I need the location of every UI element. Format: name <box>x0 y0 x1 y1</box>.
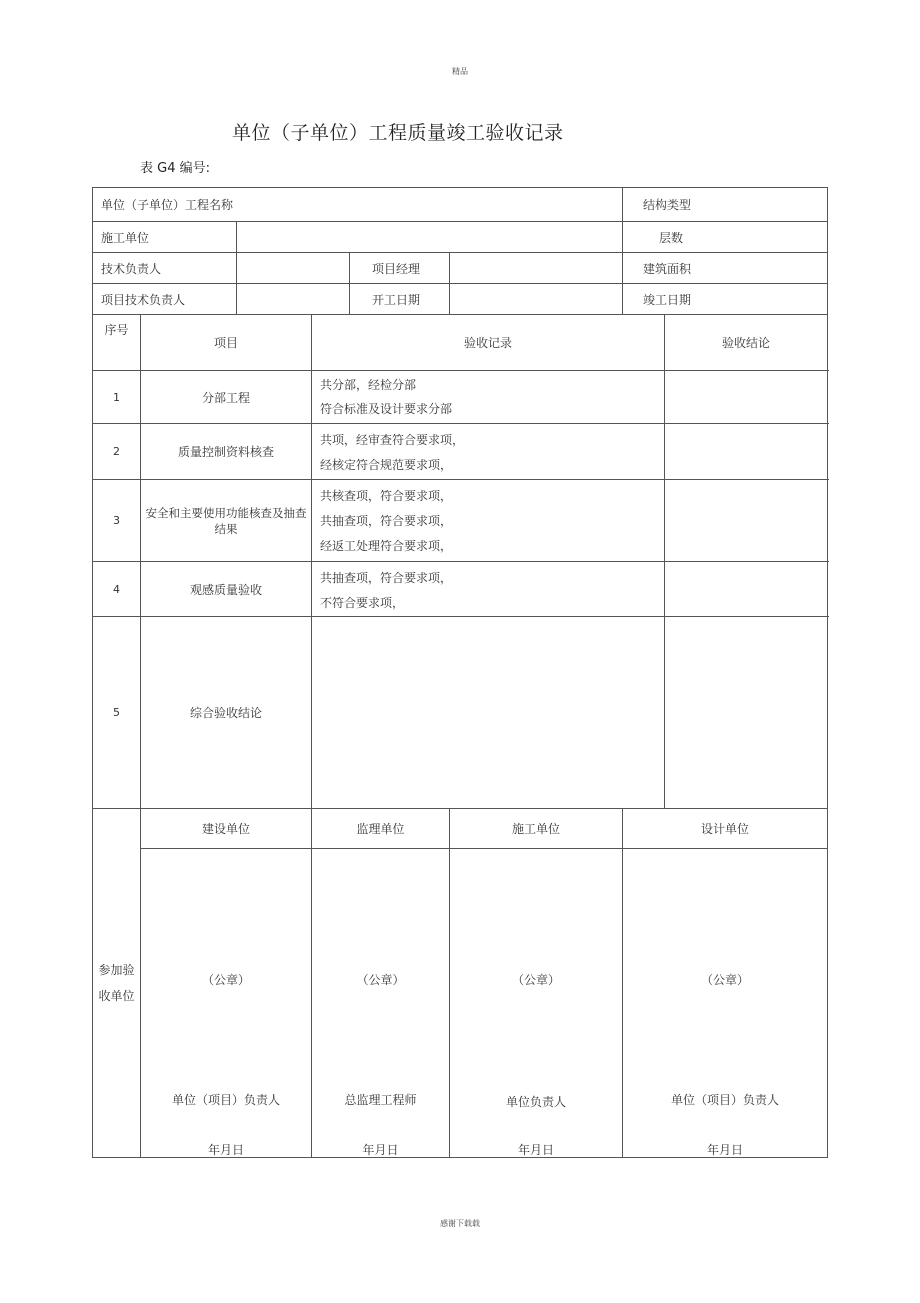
party-cell-contractor[interactable] <box>450 849 623 1158</box>
info-row-project <box>93 188 828 222</box>
record-line: 共核查项，符合要求项， <box>320 489 453 503</box>
record-line: 共分部，经检分部 <box>320 378 417 392</box>
seal-placeholder: （公章） <box>512 973 561 987</box>
party-name-owner: 建设单位 <box>141 809 312 849</box>
info-row-tech <box>93 253 828 284</box>
row-conclusion[interactable] <box>665 480 828 562</box>
project-manager-value[interactable] <box>450 253 623 284</box>
record-line: 共抽查项，符合要求项， <box>320 514 453 528</box>
party-cell-owner[interactable] <box>141 849 312 1158</box>
row-conclusion[interactable] <box>665 371 828 424</box>
record-line: 不符合要求项， <box>320 596 405 610</box>
record-line: 经核定符合规范要求项， <box>320 458 453 472</box>
row-record <box>312 371 665 424</box>
parties-signature-row <box>93 849 828 1158</box>
record-line: 共项，经审查符合要求项， <box>320 433 465 447</box>
info-row-dates <box>93 284 828 315</box>
overall-conclusion-value[interactable] <box>665 617 828 809</box>
row-conclusion[interactable] <box>665 562 828 617</box>
record-line: 符合标准及设计要求分部 <box>320 402 453 416</box>
form-number-label: 表 G4 编号: <box>140 161 210 176</box>
signer-label: 单位（项目）负责人 <box>671 1093 780 1107</box>
project-tech-lead-label: 项目技术负责人 <box>93 284 237 315</box>
party-cell-supervisor[interactable] <box>312 849 450 1158</box>
signer-label: 总监理工程师 <box>344 1093 417 1107</box>
project-tech-lead-value[interactable] <box>237 284 350 315</box>
table-row <box>93 371 828 424</box>
tech-lead-value[interactable] <box>237 253 350 284</box>
completion-date-label: 竣工日期 <box>623 284 828 315</box>
start-date-value[interactable] <box>450 284 623 315</box>
date-label: 年月日 <box>707 1143 744 1157</box>
table-header-row <box>93 315 828 371</box>
table-row <box>93 480 828 562</box>
row-number: 2 <box>93 424 141 480</box>
row-item: 综合验收结论 <box>141 617 312 809</box>
table-row <box>93 562 828 617</box>
project-manager-label: 项目经理 <box>350 253 450 284</box>
col-header-item: 项目 <box>141 315 312 371</box>
signer-label: 单位负责人 <box>506 1095 567 1109</box>
row-record <box>312 480 665 562</box>
col-header-conclusion: 验收结论 <box>665 315 828 371</box>
date-label: 年月日 <box>362 1143 399 1157</box>
seal-placeholder: （公章） <box>201 973 250 987</box>
acceptance-form-table <box>92 187 828 1158</box>
seal-placeholder: （公章） <box>356 973 405 987</box>
col-header-no: 序号 <box>93 315 141 371</box>
parties-label-line1: 参加验 <box>98 963 135 977</box>
table-row <box>93 424 828 480</box>
party-name-contractor: 施工单位 <box>450 809 623 849</box>
parties-label <box>93 809 141 1158</box>
row-item: 观感质量验收 <box>141 562 312 617</box>
row-record <box>312 562 665 617</box>
row-number: 4 <box>93 562 141 617</box>
row-number: 1 <box>93 371 141 424</box>
seal-placeholder: （公章） <box>701 973 750 987</box>
row-record <box>312 424 665 480</box>
date-label: 年月日 <box>518 1143 555 1157</box>
party-cell-designer[interactable] <box>623 849 828 1158</box>
signer-label: 单位（项目）负责人 <box>171 1093 280 1107</box>
party-name-designer: 设计单位 <box>623 809 828 849</box>
construction-unit-value[interactable] <box>237 222 623 253</box>
row-number: 3 <box>93 480 141 562</box>
info-row-construction <box>93 222 828 253</box>
construction-unit-label: 施工单位 <box>93 222 237 253</box>
record-line: 经返工处理符合要求项， <box>320 539 453 553</box>
record-line: 共抽查项，符合要求项， <box>320 571 453 585</box>
overall-conclusion-record[interactable] <box>312 617 665 809</box>
parties-label-line2: 收单位 <box>98 989 135 1003</box>
row-item: 质量控制资料核查 <box>141 424 312 480</box>
col-header-record: 验收记录 <box>312 315 665 371</box>
project-name-label: 单位（子单位）工程名称 <box>93 188 623 222</box>
table-row <box>93 617 828 809</box>
row-number: 5 <box>93 617 141 809</box>
floors-label: 层数 <box>623 222 828 253</box>
parties-header-row <box>93 809 828 849</box>
party-name-supervisor: 监理单位 <box>312 809 450 849</box>
row-item: 分部工程 <box>141 371 312 424</box>
date-label: 年月日 <box>207 1143 244 1157</box>
header-watermark: 精品 <box>452 67 468 76</box>
building-area-label: 建筑面积 <box>623 253 828 284</box>
row-conclusion[interactable] <box>665 424 828 480</box>
start-date-label: 开工日期 <box>350 284 450 315</box>
structure-type-label: 结构类型 <box>623 188 828 222</box>
row-item: 安全和主要使用功能核查及抽查结果 <box>141 480 312 562</box>
tech-lead-label: 技术负责人 <box>93 253 237 284</box>
footer-watermark: 感谢下载载 <box>440 1219 480 1228</box>
document-title: 单位（子单位）工程质量竣工验收记录 <box>232 122 564 144</box>
